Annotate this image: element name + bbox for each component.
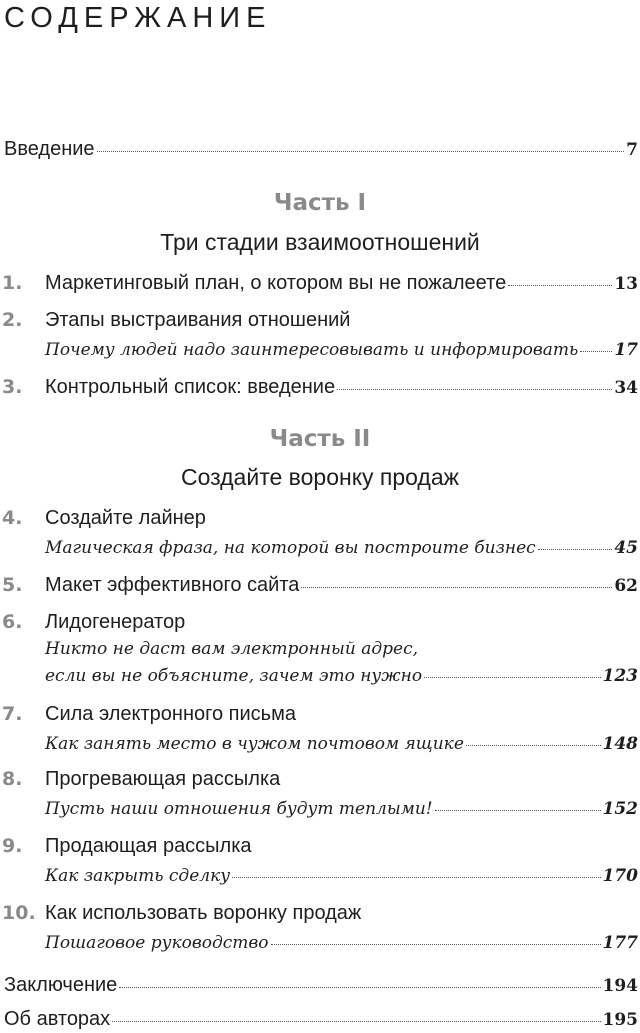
- page-number: 7: [626, 140, 638, 160]
- page-number: 148: [602, 734, 638, 754]
- part-title: Три стадии взаимоотношений: [160, 229, 480, 255]
- part-label: Часть I: [273, 190, 367, 216]
- chapter-title: Макет эффективного сайта: [45, 574, 300, 596]
- dot-leader: [538, 549, 613, 550]
- entry-label: Заключение: [4, 974, 118, 996]
- chapter-title: Как использовать воронку продаж: [45, 902, 362, 924]
- dot-leader: [435, 810, 601, 811]
- chapter-subtitle: Магическая фраза, на которой вы построите бизнес: [45, 538, 536, 558]
- toc-entry-authors[interactable]: [4, 1006, 638, 1033]
- dot-leader: [112, 1021, 600, 1022]
- chapter-title: Лидогенератор: [45, 611, 186, 633]
- chapter-subtitle: Как занять место в чужом почтовом ящике: [45, 734, 464, 754]
- toc-entry-intro[interactable]: [4, 136, 638, 163]
- page-number: 62: [614, 576, 638, 596]
- chapter-number: 4.: [2, 507, 23, 529]
- page-number: 195: [602, 1010, 638, 1030]
- chapter-number: 6.: [2, 611, 23, 633]
- entry-label: Введение: [4, 138, 95, 160]
- part-label: Часть II: [269, 426, 371, 452]
- chapter-title: Сила электронного письма: [45, 703, 296, 725]
- dot-leader: [466, 745, 601, 746]
- toc-entry-chapter-1[interactable]: [45, 270, 638, 297]
- chapter-title: Этапы выстраивания отношений: [45, 309, 351, 331]
- chapter-number: 8.: [2, 768, 23, 790]
- dot-leader: [424, 677, 600, 678]
- toc-entry-chapter-10[interactable]: [45, 930, 638, 956]
- toc-entry-chapter-4[interactable]: [45, 535, 638, 561]
- toc-entry-chapter-8[interactable]: [45, 796, 638, 822]
- part-title: Создайте воронку продаж: [180, 464, 460, 490]
- dot-leader: [301, 587, 612, 588]
- chapter-subtitle: Почему людей надо заинтересовывать и информировать: [45, 340, 579, 360]
- toc-entry-chapter-9[interactable]: [45, 863, 638, 889]
- dot-leader: [119, 987, 600, 988]
- dot-leader: [232, 877, 600, 878]
- chapter-subtitle: Никто не даст вам электронный адрес,: [45, 639, 418, 659]
- page-number: 177: [602, 933, 638, 953]
- chapter-title: Создайте лайнер: [45, 507, 206, 529]
- toc-entry-chapter-2[interactable]: [45, 337, 638, 363]
- page-title: СОДЕРЖАНИЕ: [4, 2, 272, 34]
- chapter-title: Прогревающая рассылка: [45, 768, 281, 790]
- toc-entry-chapter-5[interactable]: [45, 572, 638, 599]
- chapter-number: 5.: [2, 574, 23, 596]
- chapter-number: 10.: [2, 902, 36, 924]
- page-number: 17: [614, 340, 638, 360]
- dot-leader: [580, 351, 612, 352]
- dot-leader: [271, 944, 601, 945]
- chapter-subtitle: если вы не объясните, зачем это нужно: [45, 666, 423, 686]
- page-number: 45: [614, 538, 638, 558]
- entry-label: Об авторах: [4, 1008, 111, 1030]
- toc-entry-conclusion[interactable]: [4, 972, 638, 999]
- page-number: 170: [602, 866, 638, 886]
- page-number: 13: [614, 274, 638, 294]
- chapter-subtitle: Пошаговое руководство: [45, 933, 269, 953]
- chapter-subtitle: Пусть наши отношения будут теплыми!: [45, 799, 433, 819]
- page-number: 34: [614, 378, 638, 398]
- toc-entry-chapter-7[interactable]: [45, 731, 638, 757]
- page-number: 123: [602, 666, 638, 686]
- chapter-number: 3.: [2, 376, 23, 398]
- dot-leader: [337, 389, 612, 390]
- toc-entry-chapter-6[interactable]: [45, 663, 638, 689]
- chapter-number: 9.: [2, 835, 23, 857]
- chapter-title: Продающая рассылка: [45, 835, 252, 857]
- toc-entry-chapter-3[interactable]: [45, 374, 638, 401]
- chapter-subtitle: Как закрыть сделку: [45, 866, 231, 886]
- chapter-title: Маркетинговый план, о котором вы не пожалеете: [45, 272, 507, 294]
- page-number: 194: [602, 976, 638, 996]
- page-number: 152: [602, 799, 638, 819]
- chapter-number: 2.: [2, 309, 23, 331]
- chapter-number: 1.: [2, 272, 23, 294]
- chapter-number: 7.: [2, 703, 23, 725]
- dot-leader: [508, 285, 612, 286]
- dot-leader: [97, 151, 625, 152]
- chapter-title: Контрольный список: введение: [45, 376, 336, 398]
